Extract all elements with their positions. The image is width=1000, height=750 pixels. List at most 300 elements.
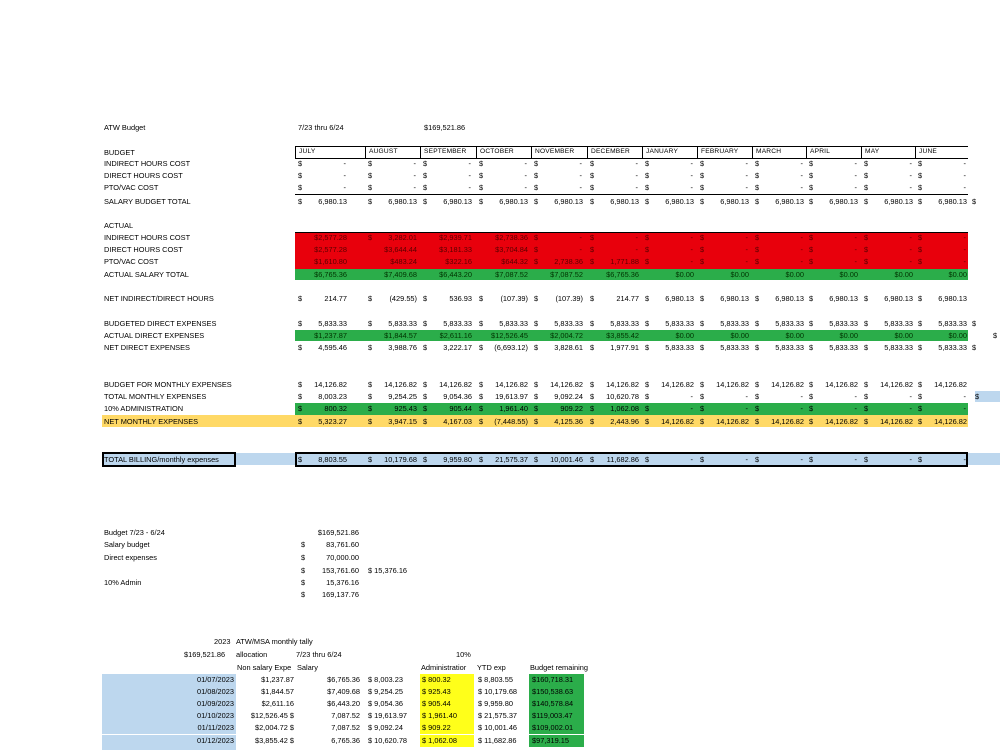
currency-sign: $ [590, 171, 595, 180]
cell-value: 800.32 [324, 404, 347, 413]
currency-sign: $ [864, 392, 869, 401]
cell-value: - [800, 257, 803, 266]
cell-value: 2,443.96 [610, 417, 639, 426]
tally-total: $ 9,092.24 [368, 723, 403, 732]
summary-label: Salary budget [104, 540, 150, 549]
currency-sign: $ [755, 404, 760, 413]
cell-value: - [854, 245, 857, 254]
cell-value: - [524, 183, 527, 192]
currency-sign: $ [809, 417, 814, 426]
tally-ytd: $ 8,803.55 [478, 675, 513, 684]
tally-nonsal: $3,855.42 $ [254, 736, 294, 745]
cell-value: - [909, 245, 912, 254]
cell-value: $0.00 [785, 331, 804, 340]
row-label: NET INDIRECT/DIRECT HOURS [104, 294, 214, 303]
cell-value: 1,771.88 [610, 257, 639, 266]
cell-value: - [690, 404, 693, 413]
month-header-bar [295, 146, 968, 159]
cell-value: - [854, 233, 857, 242]
cell-value: (7,448.55) [494, 417, 528, 426]
currency-sign: $ [755, 233, 760, 242]
cell-value: 3,282.01 [388, 233, 417, 242]
cell-value: 214.77 [616, 294, 639, 303]
currency-sign: $ [918, 197, 923, 206]
cell-value: 5,833.33 [775, 343, 804, 352]
currency-sign: $ [755, 159, 760, 168]
currency-sign: $ [809, 380, 814, 389]
currency-sign: $ [645, 392, 650, 401]
tally-total: $ 10,620.78 [368, 736, 408, 745]
currency-sign: $ [864, 171, 869, 180]
tally-ytd: $ 21,575.37 [478, 711, 518, 720]
cell-value: 14,126.82 [880, 417, 913, 426]
currency-sign: $ [700, 257, 705, 266]
cell-value: - [690, 257, 693, 266]
cell-value: 6,980.13 [775, 197, 804, 206]
currency-sign: $ [918, 392, 923, 401]
row-label: DIRECT HOURS COST [104, 171, 183, 180]
currency-sign: $ [368, 294, 373, 303]
cell-value: 21,575.37 [495, 455, 528, 464]
currency-sign: $ [368, 159, 373, 168]
cell-value: - [343, 183, 346, 192]
currency-sign: $ [700, 392, 705, 401]
cell-value: 905.44 [449, 404, 472, 413]
row-label: BUDGET FOR MONTHLY EXPENSES [104, 380, 232, 389]
currency-sign: $ [809, 183, 814, 192]
cell-value: - [909, 171, 912, 180]
currency-sign: $ [918, 233, 923, 242]
currency-sign: $ [918, 455, 923, 464]
tally-date: 01/09/2023 [197, 699, 234, 708]
cell-value: - [690, 183, 693, 192]
month-label: MARCH [756, 148, 782, 155]
currency-sign: $ [864, 404, 869, 413]
cell-value: - [468, 171, 471, 180]
tally-remaining: $140,578.84 [532, 699, 574, 708]
cell-value: - [800, 455, 803, 464]
currency-sign: $ [423, 380, 428, 389]
cell-value: 6,980.13 [499, 197, 528, 206]
cell-value: $0.00 [730, 270, 749, 279]
currency-sign: $ [368, 319, 373, 328]
row-label: SALARY BUDGET TOTAL [104, 197, 191, 206]
month-label: NOVEMBER [535, 148, 575, 155]
tally-pct: 10% [456, 650, 471, 659]
cell-value: $6,765.36 [314, 270, 347, 279]
cell-value: $0.00 [948, 331, 967, 340]
currency-sign: $ [645, 343, 650, 352]
currency-sign: $ [700, 171, 705, 180]
overflow-dollar: $ [993, 331, 998, 340]
cell-value: $7,409.68 [384, 270, 417, 279]
month-label: DECEMBER [591, 148, 630, 155]
currency-sign: $ [534, 257, 539, 266]
tally-ytd: $ 11,682.86 [478, 736, 517, 745]
tally-header-remaining: Budget remaining [530, 663, 588, 672]
cell-value: 9,254.25 [388, 392, 417, 401]
cell-value: 6,980.13 [938, 294, 967, 303]
cell-value: - [468, 183, 471, 192]
currency-sign: $ [590, 294, 595, 303]
summary-dollar: $ [301, 566, 306, 575]
currency-sign: $ [700, 343, 705, 352]
month-label: APRIL [810, 148, 831, 155]
cell-value: 9,092.24 [554, 392, 583, 401]
cell-value: 8,003.23 [318, 392, 347, 401]
cell-value: $2,577.28 [314, 245, 347, 254]
cell-value: - [909, 455, 912, 464]
cell-value: 4,595.46 [318, 343, 347, 352]
summary-dollar: $ [301, 553, 306, 562]
currency-sign: $ [298, 343, 303, 352]
currency-sign: $ [645, 294, 650, 303]
month-header-january[interactable] [642, 147, 698, 158]
cell-value: - [413, 159, 416, 168]
cell-value: $2,611.16 [439, 331, 472, 340]
currency-sign: $ [368, 197, 373, 206]
cell-value: $0.00 [675, 331, 694, 340]
currency-sign: $ [864, 417, 869, 426]
cell-value: - [800, 171, 803, 180]
tally-admin: $ 1,062.08 [422, 736, 457, 745]
cell-value: $0.00 [894, 331, 913, 340]
currency-sign: $ [479, 319, 484, 328]
cell-value: 909.22 [560, 404, 583, 413]
currency-sign: $ [423, 392, 428, 401]
currency-sign: $ [918, 294, 923, 303]
overflow-dollar: $ [972, 197, 977, 206]
cell-value: 1,062.08 [610, 404, 639, 413]
cell-value: - [343, 159, 346, 168]
summary-label: Direct expenses [104, 553, 157, 562]
tally-nonsal: $1,237.87 [261, 675, 294, 684]
currency-sign: $ [590, 183, 595, 192]
tally-header-nonsal: Non salary Expe [237, 663, 292, 672]
sheet-period: 7/23 thru 6/24 [298, 123, 344, 132]
currency-sign: $ [298, 183, 303, 192]
currency-sign: $ [918, 404, 923, 413]
tally-nonsal: $2,004.72 $ [254, 723, 294, 732]
cell-value: $7,087.52 [495, 270, 528, 279]
currency-sign: $ [479, 455, 484, 464]
row-label: NET MONTHLY EXPENSES [104, 417, 199, 426]
currency-sign: $ [423, 319, 428, 328]
currency-sign: $ [423, 455, 428, 464]
month-header-march[interactable] [752, 147, 808, 158]
cell-value: 1,961.40 [499, 404, 528, 413]
cell-value: - [413, 171, 416, 180]
cell-value: 5,833.33 [499, 319, 528, 328]
currency-sign: $ [645, 159, 650, 168]
cell-value: 6,980.13 [318, 197, 347, 206]
row-label: INDIRECT HOURS COST [104, 233, 191, 242]
summary-dollar: $ [301, 590, 306, 599]
sheet-title: ATW Budget [104, 123, 146, 132]
tally-period: 7/23 thru 6/24 [296, 650, 342, 659]
cell-value: $0.00 [839, 331, 858, 340]
month-header-august[interactable] [365, 147, 421, 158]
tally-ytd: $ 9,959.80 [478, 699, 513, 708]
currency-sign: $ [590, 392, 595, 401]
tally-admin: $ 905.44 [422, 699, 451, 708]
cell-value: 4,167.03 [443, 417, 472, 426]
currency-sign: $ [755, 257, 760, 266]
currency-sign: $ [479, 197, 484, 206]
currency-sign: $ [645, 183, 650, 192]
currency-sign: $ [864, 183, 869, 192]
currency-sign: $ [700, 183, 705, 192]
month-label: JANUARY [646, 148, 679, 155]
cell-value: - [745, 404, 748, 413]
tally-nonsal: $12,526.45 $ [250, 711, 294, 720]
cell-value: - [963, 455, 966, 464]
currency-sign: $ [864, 294, 869, 303]
summary-value: 169,137.76 [322, 590, 359, 599]
cell-value: - [745, 245, 748, 254]
currency-sign: $ [298, 417, 303, 426]
tally-allocation: allocation [236, 650, 268, 659]
cell-value: - [909, 404, 912, 413]
cell-value: 14,126.82 [314, 380, 347, 389]
currency-sign: $ [918, 159, 923, 168]
summary-dollar: $ [301, 578, 306, 587]
currency-sign: $ [864, 245, 869, 254]
tally-date: 01/07/2023 [197, 675, 234, 684]
cell-value: 6,980.13 [665, 197, 694, 206]
currency-sign: $ [700, 380, 705, 389]
month-header-november[interactable] [531, 147, 587, 158]
cell-value: - [963, 392, 966, 401]
currency-sign: $ [809, 319, 814, 328]
cell-value: - [579, 183, 582, 192]
cell-value: 11,682.86 [606, 455, 639, 464]
cell-value: 19,613.97 [495, 392, 528, 401]
tally-admin: $ 800.32 [422, 675, 451, 684]
currency-sign: $ [479, 404, 484, 413]
cell-value: $322.16 [445, 257, 472, 266]
currency-sign: $ [755, 455, 760, 464]
cell-value: 14,126.82 [825, 417, 858, 426]
cell-value: - [854, 183, 857, 192]
cell-value: - [635, 159, 638, 168]
cell-value: - [745, 392, 748, 401]
currency-sign: $ [755, 245, 760, 254]
month-header-may[interactable] [861, 147, 917, 158]
currency-sign: $ [479, 171, 484, 180]
summary-value: $169,521.86 [317, 528, 359, 537]
budget-section-label: BUDGET [104, 148, 135, 157]
cell-value: 5,833.33 [829, 343, 858, 352]
cell-value: 10,179.68 [384, 455, 417, 464]
currency-sign: $ [809, 392, 814, 401]
cell-value: $2,738.36 [495, 233, 528, 242]
cell-value: - [800, 159, 803, 168]
currency-sign: $ [700, 404, 705, 413]
cell-value: - [635, 171, 638, 180]
currency-sign: $ [534, 455, 539, 464]
cell-value: $2,577.28 [314, 233, 347, 242]
cell-value: 6,980.13 [554, 197, 583, 206]
cell-value: 10,620.78 [606, 392, 639, 401]
currency-sign: $ [645, 417, 650, 426]
cell-value: - [343, 171, 346, 180]
cell-value: $0.00 [894, 270, 913, 279]
cell-value: - [963, 245, 966, 254]
currency-sign: $ [590, 455, 595, 464]
cell-value: 536.93 [449, 294, 472, 303]
currency-sign: $ [918, 257, 923, 266]
month-label: JULY [299, 148, 316, 155]
cell-value: - [909, 159, 912, 168]
total-billing-label: TOTAL BILLING/monthly expenses [104, 455, 219, 464]
month-header-april[interactable] [806, 147, 862, 158]
cell-value: $1,237.87 [314, 331, 347, 340]
cell-value: 5,833.33 [443, 319, 472, 328]
cell-value: 14,126.82 [934, 417, 967, 426]
cell-value: 6,980.13 [720, 197, 749, 206]
cell-value: - [963, 171, 966, 180]
currency-sign: $ [534, 294, 539, 303]
currency-sign: $ [864, 233, 869, 242]
tally-date: 01/10/2023 [197, 711, 234, 720]
tally-amount: $169,521.86 [184, 650, 226, 659]
cell-value: 3,222.17 [443, 343, 472, 352]
tally-year: 2023 [214, 637, 231, 646]
currency-sign: $ [479, 417, 484, 426]
month-header-september[interactable] [420, 147, 476, 158]
cell-value: 14,126.82 [439, 380, 472, 389]
currency-sign: $ [423, 171, 428, 180]
cell-value: - [963, 257, 966, 266]
cell-value: - [745, 159, 748, 168]
currency-sign: $ [645, 455, 650, 464]
tally-salary: 7,087.52 [331, 723, 360, 732]
cell-value: 6,980.13 [443, 197, 472, 206]
cell-value: - [468, 159, 471, 168]
currency-sign: $ [479, 392, 484, 401]
cell-value: - [745, 233, 748, 242]
currency-sign: $ [534, 380, 539, 389]
currency-sign: $ [590, 319, 595, 328]
currency-sign: $ [590, 245, 595, 254]
cell-value: - [690, 171, 693, 180]
summary-extra: $ 15,376.16 [368, 566, 408, 575]
currency-sign: $ [479, 380, 484, 389]
cell-value: 14,126.82 [495, 380, 528, 389]
currency-sign: $ [645, 380, 650, 389]
summary-value: 153,761.60 [322, 566, 359, 575]
summary-value: 15,376.16 [326, 578, 359, 587]
currency-sign: $ [700, 294, 705, 303]
tally-header-ytd: YTD exp [477, 663, 506, 672]
currency-sign: $ [755, 183, 760, 192]
currency-sign: $ [918, 183, 923, 192]
cell-value: 6,980.13 [775, 294, 804, 303]
row-label: 10% ADMINISTRATION [104, 404, 184, 413]
cell-value: - [690, 455, 693, 464]
month-label: SEPTEMBER [424, 148, 467, 155]
cell-value: - [909, 392, 912, 401]
cell-value: 5,833.33 [665, 319, 694, 328]
cell-value: - [854, 392, 857, 401]
currency-sign: $ [298, 197, 303, 206]
month-header-july[interactable] [295, 147, 351, 158]
currency-sign: $ [645, 319, 650, 328]
currency-sign: $ [700, 245, 705, 254]
tally-salary: 6,765.36 [331, 736, 360, 745]
currency-sign: $ [645, 404, 650, 413]
cell-value: 8,803.55 [318, 455, 347, 464]
month-header-february[interactable] [697, 147, 753, 158]
cell-value: 14,126.82 [771, 380, 804, 389]
row-label: ACTUAL DIRECT EXPENSES [104, 331, 205, 340]
cell-value: 10,001.46 [550, 455, 583, 464]
cell-value: - [579, 245, 582, 254]
tally-total: $ 8,003.23 [368, 675, 403, 684]
cell-value: 6,980.13 [388, 197, 417, 206]
cell-value: - [745, 455, 748, 464]
cell-value: - [854, 455, 857, 464]
overflow-dollar: $ [972, 319, 977, 328]
cell-value: 6,980.13 [665, 294, 694, 303]
cell-value: $2,004.72 [550, 331, 583, 340]
cell-value: 14,126.82 [771, 417, 804, 426]
currency-sign: $ [809, 455, 814, 464]
currency-sign: $ [534, 197, 539, 206]
cell-value: - [963, 159, 966, 168]
currency-sign: $ [534, 392, 539, 401]
currency-sign: $ [645, 245, 650, 254]
cell-value: 5,323.27 [318, 417, 347, 426]
currency-sign: $ [590, 159, 595, 168]
cell-value: $6,765.36 [606, 270, 639, 279]
currency-sign: $ [298, 159, 303, 168]
currency-sign: $ [368, 343, 373, 352]
currency-sign: $ [479, 294, 484, 303]
summary-dollar: $ [301, 540, 306, 549]
cell-value: - [745, 257, 748, 266]
tally-total: $ 9,254.25 [368, 687, 403, 696]
currency-sign: $ [368, 404, 373, 413]
actual-section-label: ACTUAL [104, 221, 134, 230]
currency-sign: $ [645, 257, 650, 266]
cell-value: 5,833.33 [610, 319, 639, 328]
cell-value: 214.77 [324, 294, 347, 303]
overflow-dollar: $ [975, 392, 980, 401]
row-label: PTO/VAC COST [104, 257, 159, 266]
cell-value: 6,980.13 [884, 294, 913, 303]
currency-sign: $ [298, 455, 303, 464]
month-header-december[interactable] [587, 147, 643, 158]
currency-sign: $ [423, 404, 428, 413]
currency-sign: $ [755, 380, 760, 389]
cell-value: 3,828.61 [554, 343, 583, 352]
cell-value: 6,980.13 [720, 294, 749, 303]
month-label: AUGUST [369, 148, 398, 155]
currency-sign: $ [534, 319, 539, 328]
currency-sign: $ [298, 171, 303, 180]
currency-sign: $ [700, 417, 705, 426]
row-label: DIRECT HOURS COST [104, 245, 183, 254]
month-label: OCTOBER [480, 148, 514, 155]
cell-value: - [854, 171, 857, 180]
month-header-june[interactable] [915, 147, 971, 158]
currency-sign: $ [645, 233, 650, 242]
cell-value: - [690, 245, 693, 254]
currency-sign: $ [864, 319, 869, 328]
month-header-october[interactable] [476, 147, 532, 158]
